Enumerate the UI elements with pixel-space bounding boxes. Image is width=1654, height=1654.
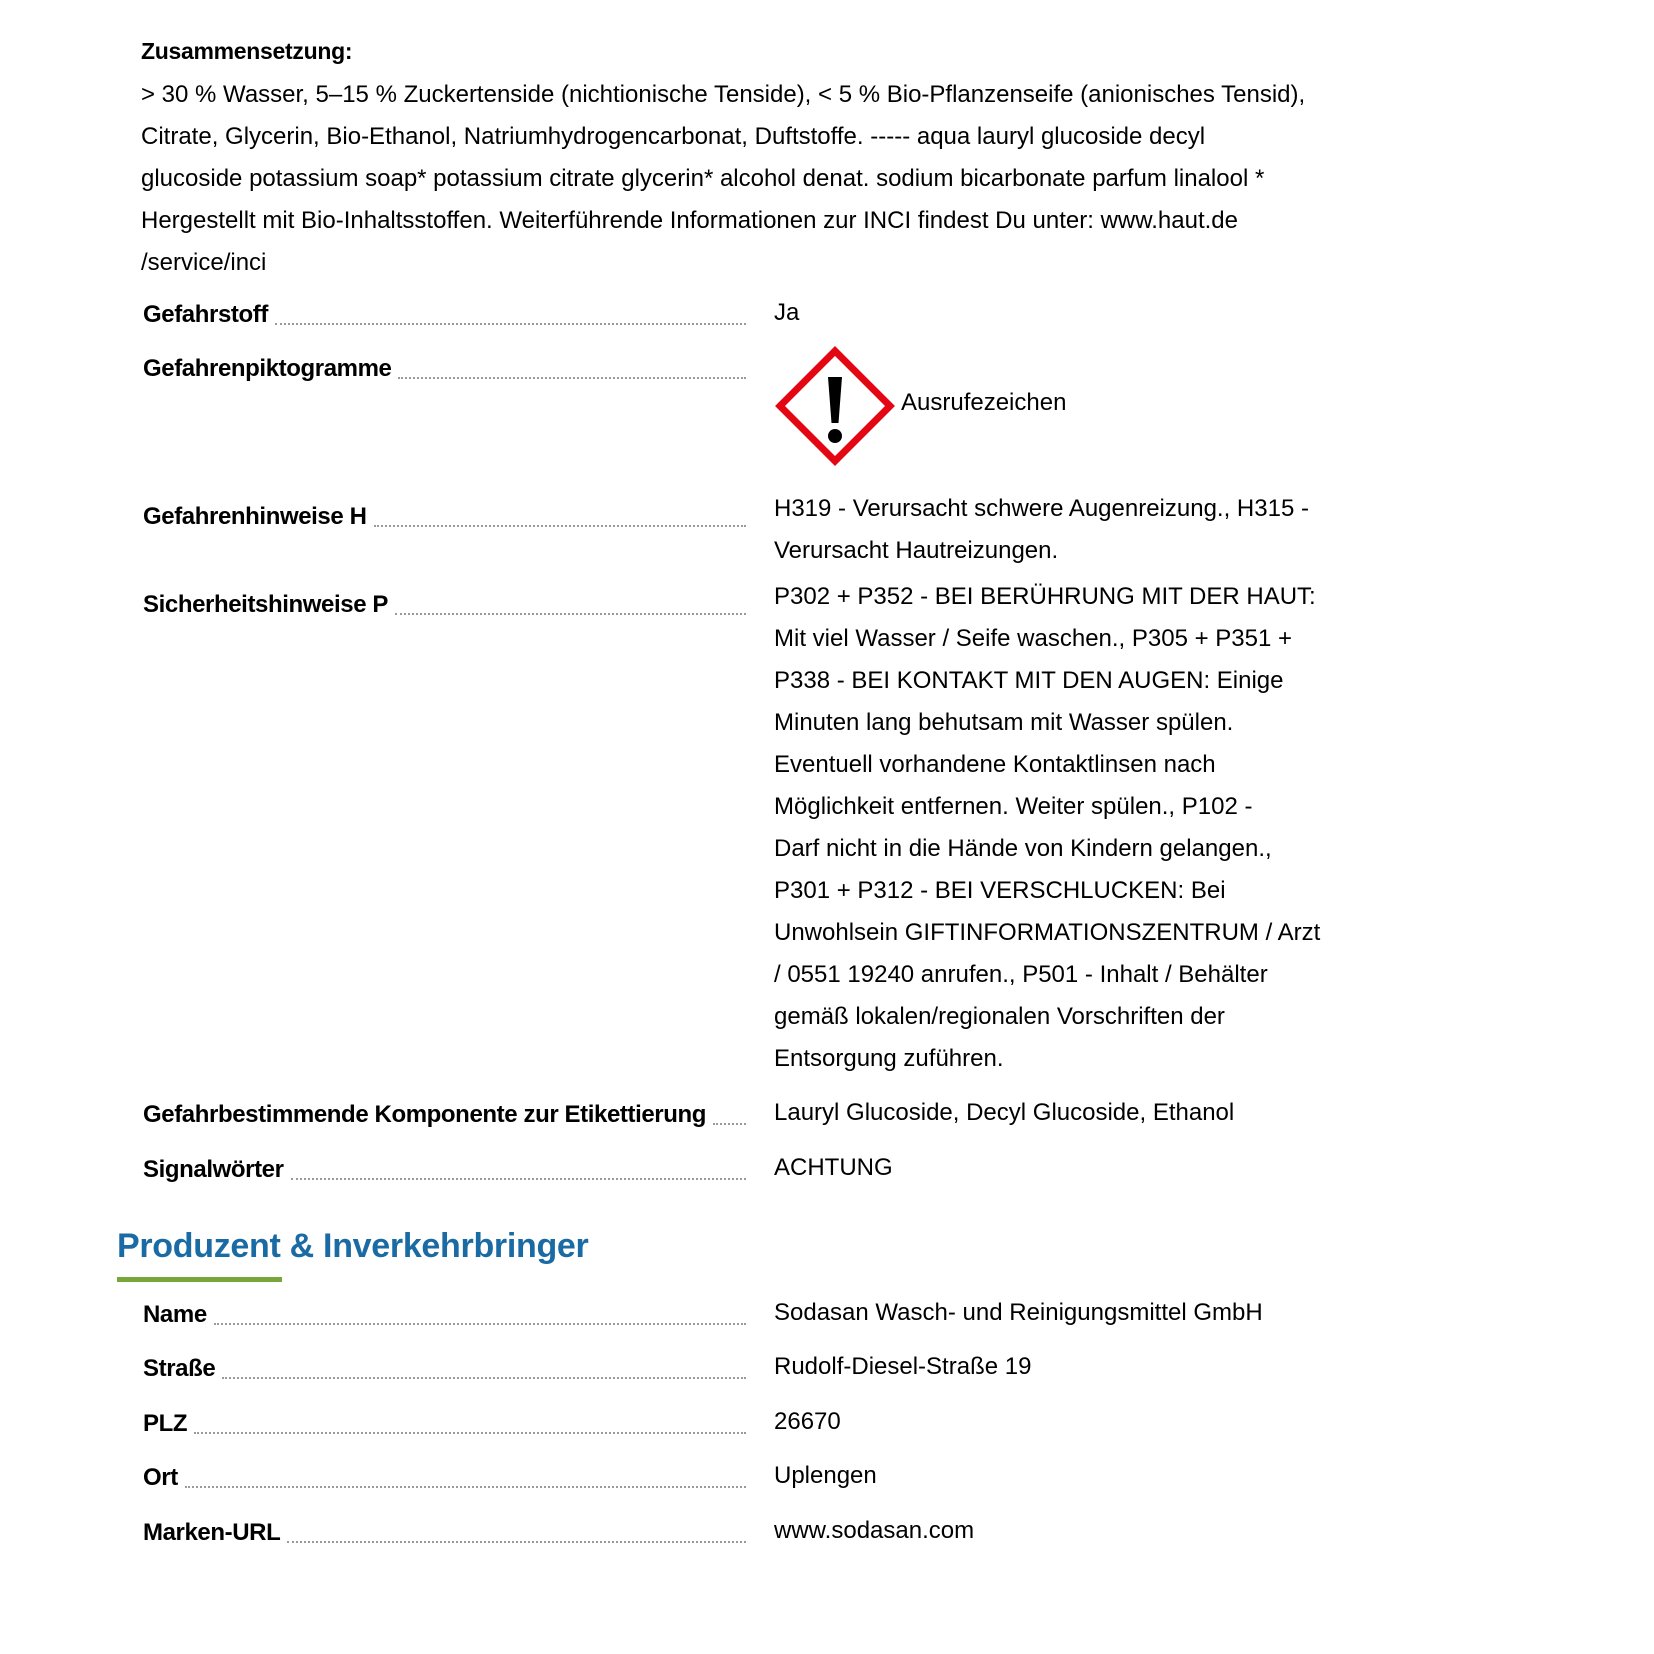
composition-text (141, 74, 1381, 284)
dotted-leader (713, 1123, 746, 1125)
value-line: Unwohlsein GIFTINFORMATIONSZENTRUM / Arzt (774, 919, 1321, 946)
row-value: Rudolf-Diesel-Straße 19 (774, 1353, 1032, 1380)
hazard-pictogram (774, 345, 1174, 475)
row-label: Marken-URL (143, 1519, 281, 1546)
value-line: Eventuell vorhandene Kontaktlinsen nach (774, 751, 1216, 778)
composition-line: Hergestellt mit Bio-Inhaltsstoffen. Weiterführende Informationen zur INCI findest Du unter: www.haut.de (141, 207, 1238, 234)
row-label: Name (143, 1301, 207, 1328)
dotted-leader (398, 377, 746, 379)
section-title: Produzent & Inverkehrbringer (117, 1227, 589, 1265)
dotted-leader (222, 1377, 746, 1379)
value-line: Verursacht Hautreizungen. (774, 537, 1059, 564)
row-value (774, 488, 1354, 572)
composition-heading: Zusammensetzung: (141, 38, 353, 64)
row-value (774, 576, 1354, 1080)
dotted-leader (275, 323, 746, 325)
row-label: Sicherheitshinweise P (143, 591, 389, 618)
row-value: ACHTUNG (774, 1154, 893, 1181)
row-label: Signalwörter (143, 1156, 284, 1183)
value-line: Möglichkeit entfernen. Weiter spülen., P102 - (774, 793, 1253, 820)
dotted-leader (291, 1178, 746, 1180)
dotted-leader (395, 613, 746, 615)
row-value: Uplengen (774, 1462, 877, 1489)
value-line: gemäß lokalen/regionalen Vorschriften der (774, 1003, 1225, 1030)
value-line: P338 - BEI KONTAKT MIT DEN AUGEN: Einige (774, 667, 1284, 694)
composition-line: > 30 % Wasser, 5–15 % Zuckertenside (nichtionische Tenside), < 5 % Bio-Pflanzenseife (anionisches Tensid), (141, 81, 1306, 108)
pictogram-caption: Ausrufezeichen (901, 389, 1067, 416)
value-line: Entsorgung zuführen. (774, 1045, 1004, 1072)
row-label: Straße (143, 1355, 216, 1382)
value-line: P301 + P312 - BEI VERSCHLUCKEN: Bei (774, 877, 1226, 904)
value-line: / 0551 19240 anrufen., P501 - Inhalt / Behälter (774, 961, 1268, 988)
dotted-leader (214, 1323, 746, 1325)
value-line: H319 - Verursacht schwere Augenreizung., H315 - (774, 495, 1309, 522)
value-line: Minuten lang behutsam mit Wasser spülen. (774, 709, 1234, 736)
row-value: Lauryl Glucoside, Decyl Glucoside, Ethanol (774, 1099, 1235, 1126)
dotted-leader (194, 1432, 746, 1434)
composition-line: glucoside potassium soap* potassium citrate glycerin* alcohol denat. sodium bicarbonate parfum linalool * (141, 165, 1265, 192)
row-label: Gefahrstoff (143, 301, 268, 328)
value-line: P302 + P352 - BEI BERÜHRUNG MIT DER HAUT: (774, 583, 1316, 610)
row-label: Gefahrenpiktogramme (143, 355, 392, 382)
dotted-leader (374, 525, 746, 527)
row-value: Ja (774, 299, 800, 326)
dotted-leader (287, 1541, 746, 1543)
exclamation-mark-icon (774, 345, 896, 467)
row-label: Gefahrenhinweise H (143, 503, 367, 530)
section-underline (117, 1277, 282, 1282)
value-line: Darf nicht in die Hände von Kindern gelangen., (774, 835, 1272, 862)
dotted-leader (185, 1486, 746, 1488)
row-label: Ort (143, 1464, 178, 1491)
value-line: Mit viel Wasser / Seife waschen., P305 + P351 + (774, 625, 1293, 652)
row-label: PLZ (143, 1410, 188, 1437)
row-value: Sodasan Wasch- und Reinigungsmittel GmbH (774, 1299, 1263, 1326)
row-label: Gefahrbestimmende Komponente zur Etikettierung (143, 1101, 707, 1128)
brand-url-link[interactable]: www.sodasan.com (774, 1517, 975, 1544)
composition-line: Citrate, Glycerin, Bio-Ethanol, Natriumhydrogencarbonat, Duftstoffe. ----- aqua lauryl glucoside decyl (141, 123, 1206, 150)
row-value: 26670 (774, 1408, 841, 1435)
composition-line: /service/inci (141, 249, 267, 276)
